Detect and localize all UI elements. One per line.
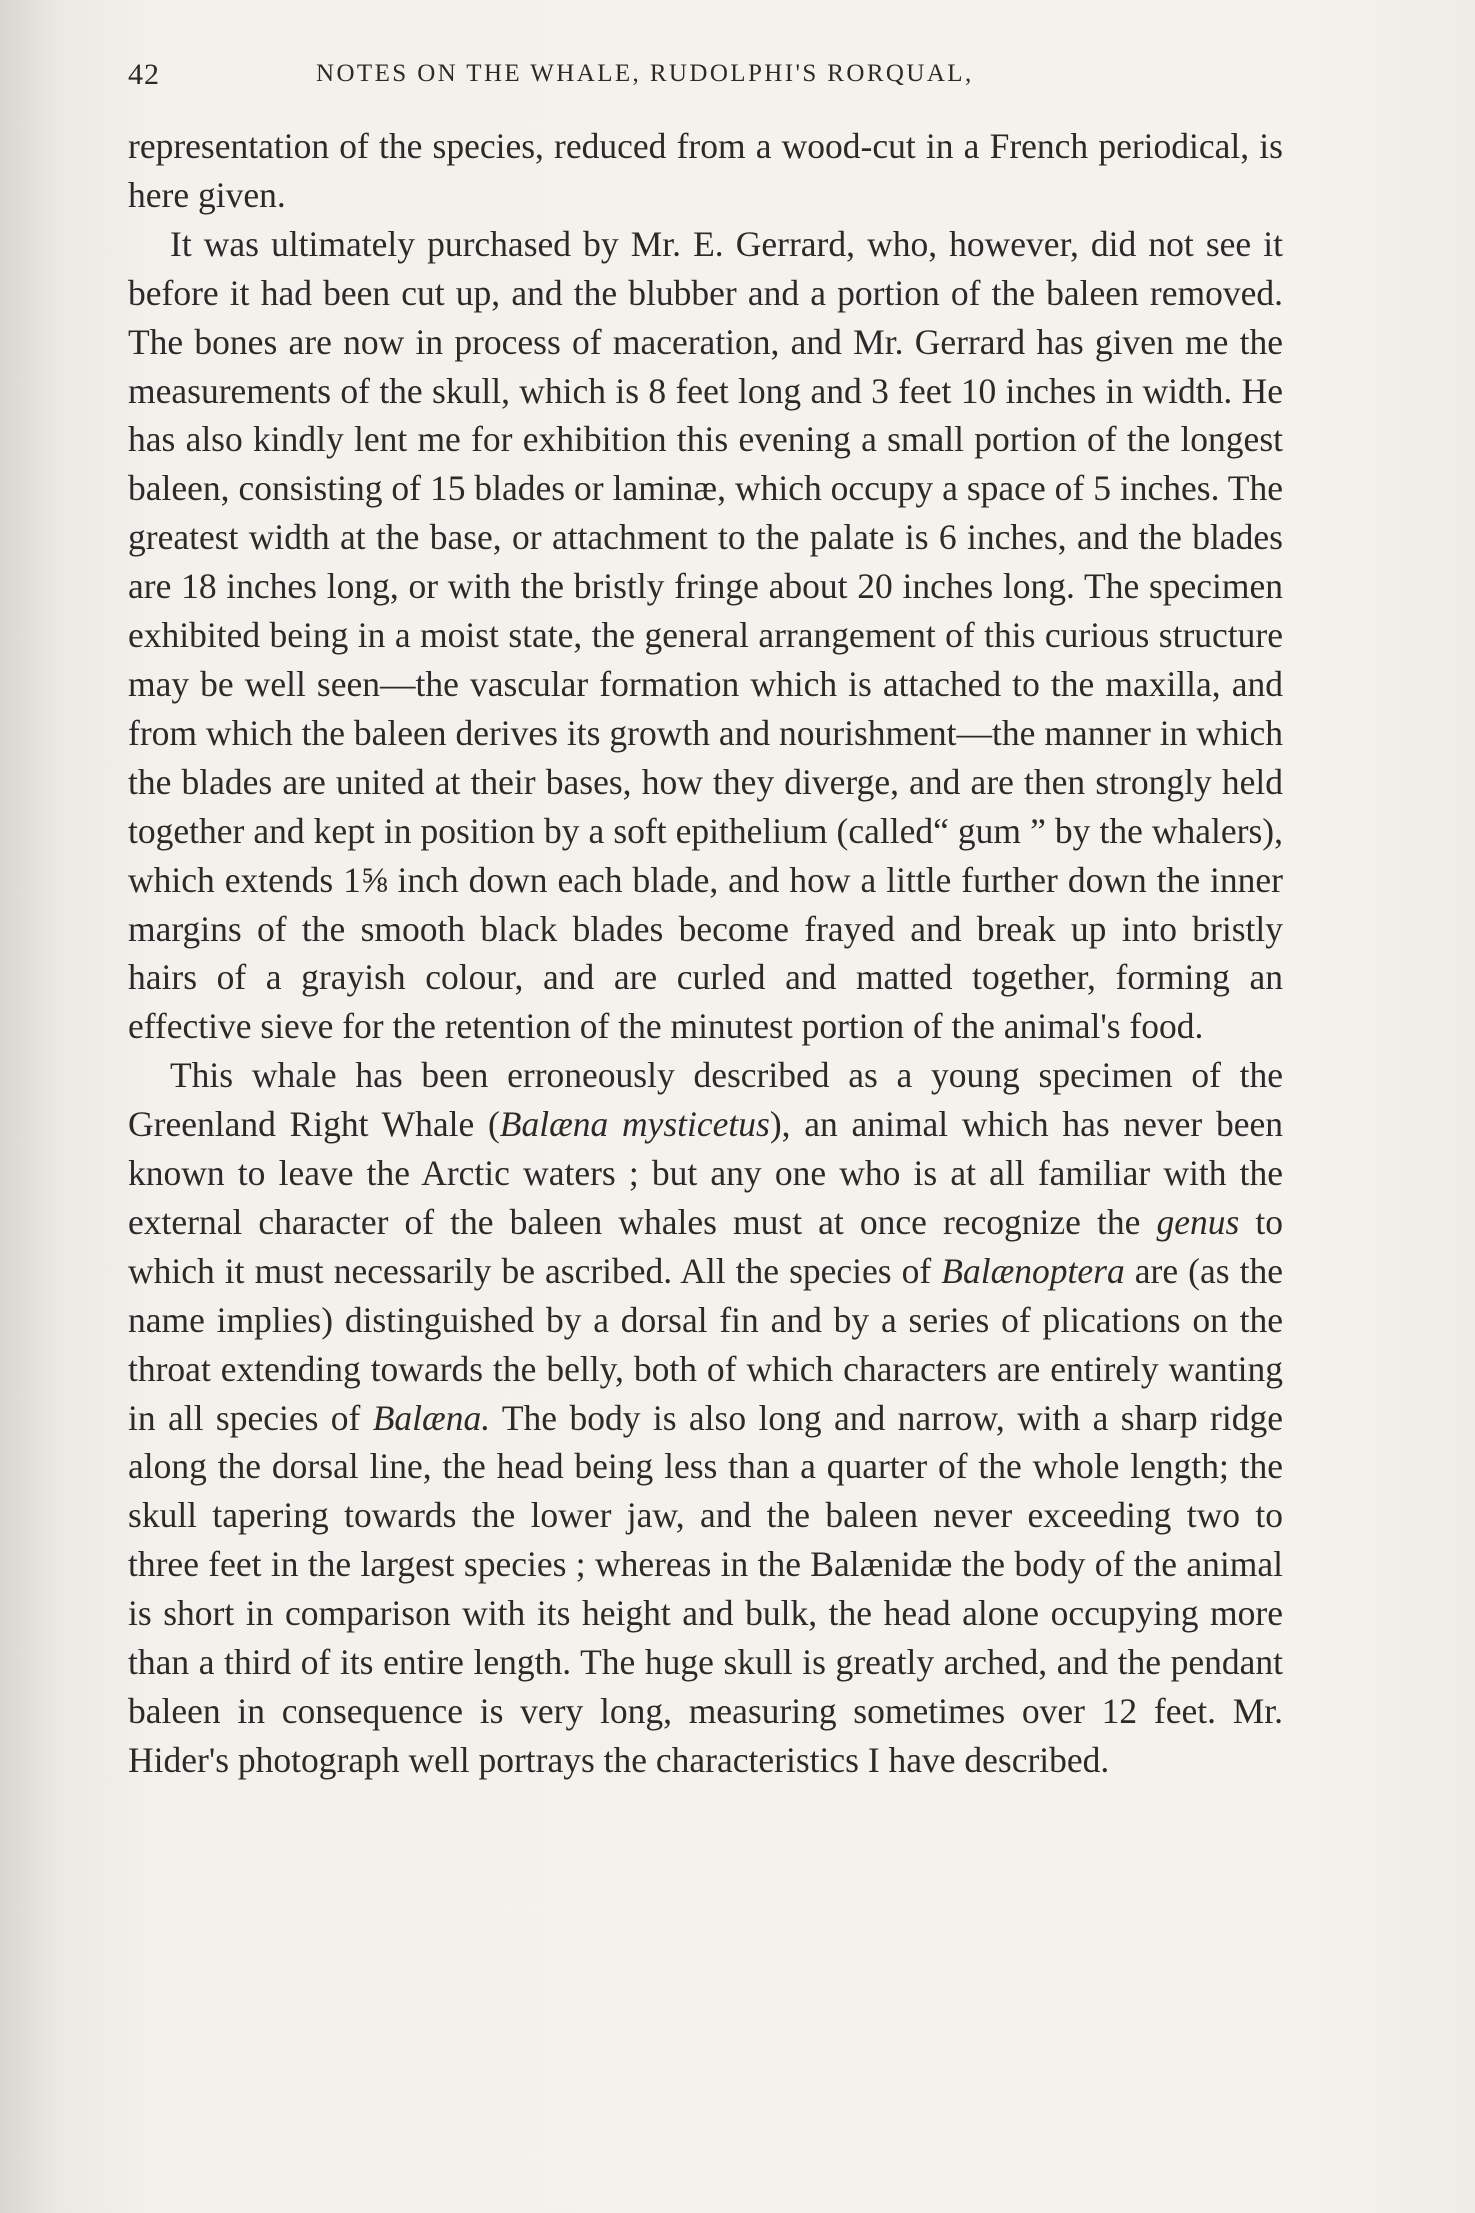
page-number: 42 bbox=[128, 58, 160, 91]
italic-term: Balænoptera bbox=[941, 1250, 1125, 1291]
text-run: This whale has been erroneously described as a young specimen of the Greenland Right Whale ( bbox=[128, 1055, 1283, 1145]
running-head: NOTES ON THE WHALE, RUDOLPHI'S RORQUAL, bbox=[316, 60, 974, 87]
italic-term: Balæna mysticetus bbox=[499, 1104, 770, 1145]
text-run: It was ultimately purchased by Mr. E. Gerrard, who, however, did not see it before it had been cut up, and the blubber and a portion of the baleen removed. The bones are now in process of maceration, and Mr. Gerrard has given me the measurements of the skull, which is 8 feet long and 3 feet 10 inches in width. He has also kindly lent me for exhibition this evening a small portion of the longest baleen, consisting of 15 blades or laminæ, which occupy a space of 5 inches. The greatest width at the base, or attachment to the palate is 6 inches, and the blades are 18 inches long, or with the bristly fringe about 20 inches long. The specimen exhibited being in a moist state, the general arrangement of this curious structure may be well seen—the vascular formation which is attached to the maxilla, and from which the baleen derives its growth and nourishment—the manner in which the blades are united at their bases, how they diverge, and are then strongly held together and kept in position by a soft epithelium (called“ gum ” by the whalers), which extends 1⅝ inch down each blade, and how a little further down the inner margins of the smooth black blades become frayed and break up into bristly hairs of a grayish colour, and are curled and matted together, forming an effective sieve for the retention of the minutest portion of the animal's food. bbox=[128, 223, 1283, 1047]
text-run: The body is also long and narrow, with a sharp ridge along the dorsal line, the head being less than a quarter of the whole length; the skull tapering towards the lower jaw, and the baleen never exceeding two to three feet in the largest species ; whereas in the Balænidæ the body of the animal is short in comparison with its height and bulk, the head alone occupying more than a third of its entire length. The huge skull is greatly arched, and the pendant baleen in consequence is very long, measuring sometimes over 12 feet. Mr. Hider's photograph well portrays the characteristics I have described. bbox=[128, 1397, 1283, 1780]
paragraph-3 bbox=[128, 1051, 1283, 1785]
text-run: representation of the species, reduced from a wood-cut in a French periodical, is here given. bbox=[128, 126, 1283, 215]
paragraph-2 bbox=[128, 220, 1283, 1051]
text-run: ), an animal which has never been known to leave the Arctic waters ; but any one who is at all familiar with the external character of the baleen whales must at once recognize the bbox=[128, 1104, 1283, 1242]
italic-term: Balæna. bbox=[372, 1397, 491, 1438]
body-text bbox=[128, 122, 1283, 1785]
page-header bbox=[128, 58, 1278, 98]
italic-term: genus bbox=[1156, 1201, 1240, 1242]
paragraph-1 bbox=[128, 122, 1283, 220]
text-run: are (as the name implies) distinguished by a dorsal fin and by a series of plications on the throat extending towards the belly, both of which characters are entirely wanting in all species of bbox=[128, 1250, 1283, 1438]
text-run: to which it must necessarily be ascribed. All the species of bbox=[128, 1201, 1283, 1291]
